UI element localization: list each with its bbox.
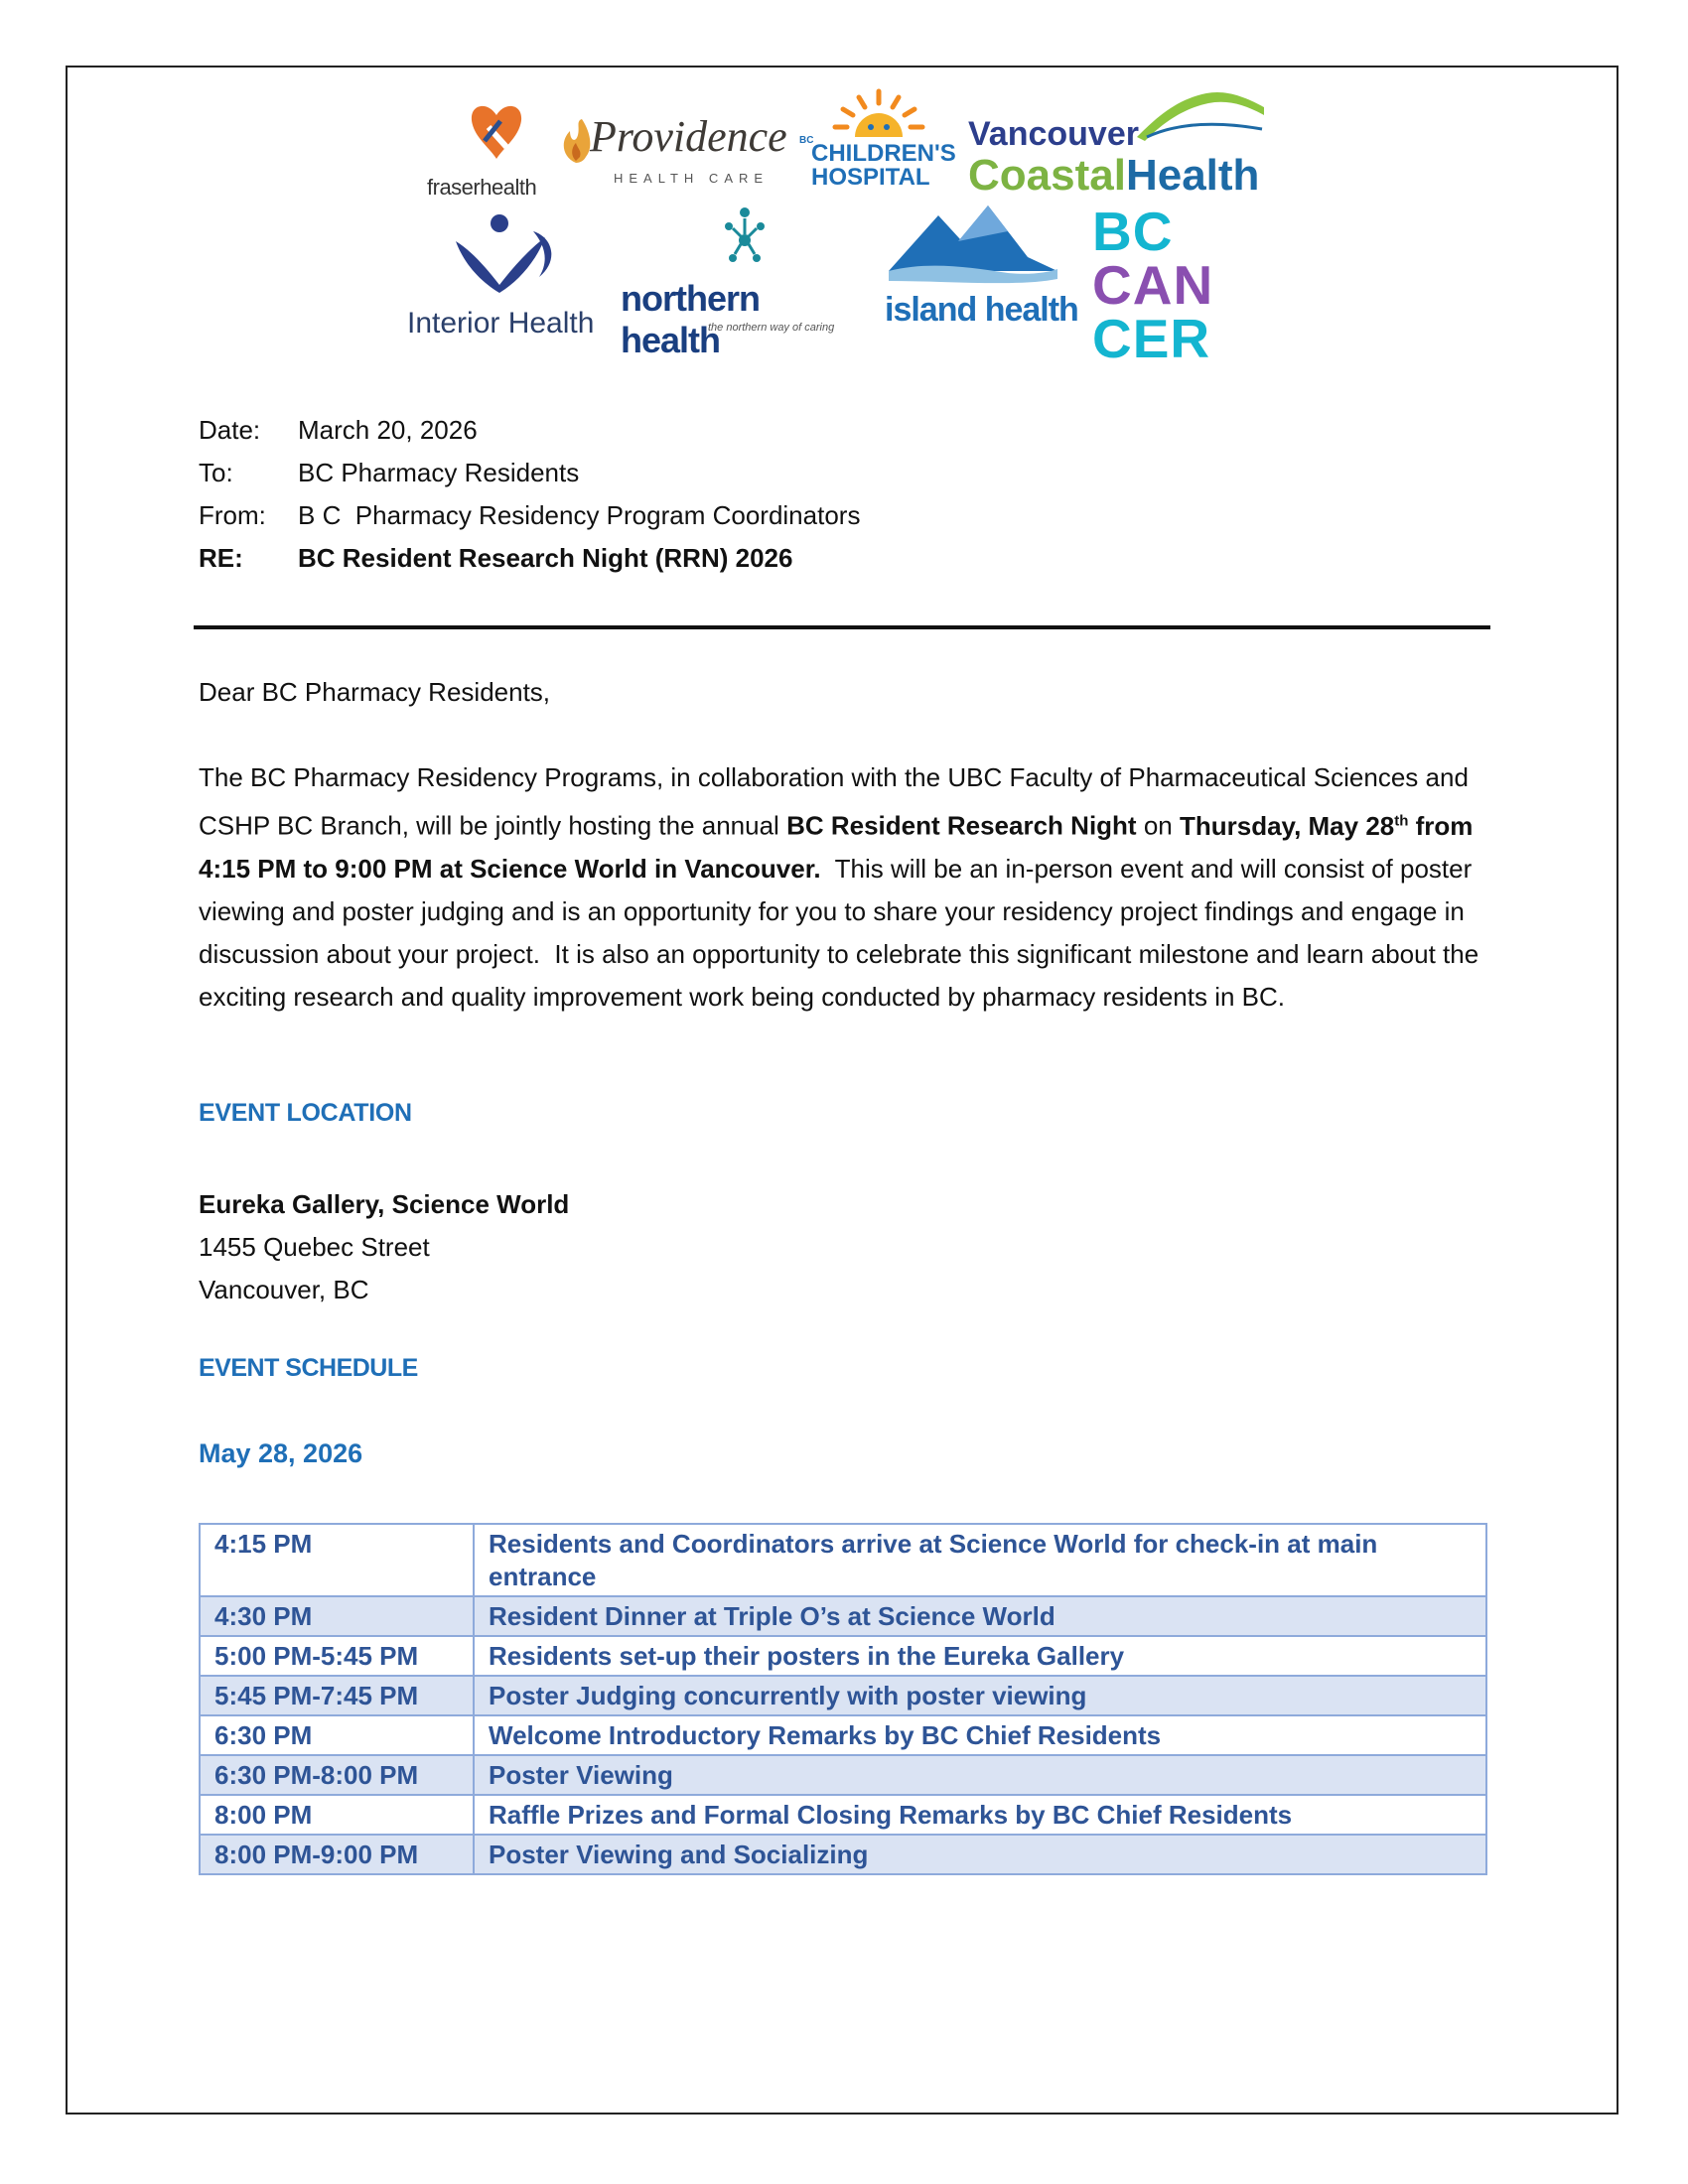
header-divider (194, 625, 1490, 629)
island-health-logo (869, 202, 1078, 341)
providence-wordmark: Providence (590, 112, 787, 161)
providence-subtitle: HEALTH CARE (614, 171, 770, 186)
sun-icon (829, 87, 928, 143)
memo-to-row (199, 452, 860, 494)
table-row (200, 1715, 1486, 1755)
schedule-time: 5:45 PM-7:45 PM (200, 1676, 474, 1715)
street-address: 1455 Quebec Street (199, 1232, 430, 1262)
vch-wordmark-line1: Vancouver (968, 115, 1139, 153)
schedule-event: Welcome Introductory Remarks by BC Chief Residents (474, 1715, 1486, 1755)
schedule-event: Raffle Prizes and Formal Closing Remarks by BC Chief Residents (474, 1795, 1486, 1835)
bc-cancer-wordmark-row3: CER (1092, 308, 1211, 369)
event-schedule-heading: EVENT SCHEDULE (199, 1354, 418, 1382)
vch-wordmark-line2: CoastalHealth (968, 151, 1260, 200)
bc-cancer-logo (1092, 201, 1231, 373)
table-row (200, 1676, 1486, 1715)
providence-logo (556, 97, 794, 197)
northern-health-logo (621, 205, 859, 360)
table-row (200, 1636, 1486, 1676)
interior-health-icon (442, 211, 561, 296)
schedule-time: 6:30 PM-8:00 PM (200, 1755, 474, 1795)
bc-cancer-wordmark-row1: BC (1092, 201, 1174, 262)
event-address (199, 1183, 569, 1311)
table-row (200, 1596, 1486, 1636)
schedule-event: Poster Viewing and Socializing (474, 1835, 1486, 1874)
bcch-prefix: BC (799, 135, 814, 146)
table-row (200, 1835, 1486, 1874)
schedule-time: 6:30 PM (200, 1715, 474, 1755)
schedule-time: 5:00 PM-5:45 PM (200, 1636, 474, 1676)
fraser-health-icon (467, 97, 526, 167)
city: Vancouver, BC (199, 1275, 369, 1304)
northern-health-tagline: the northern way of caring (708, 322, 835, 334)
intro-paragraph: The BC Pharmacy Residency Programs, in collaboration with the UBC Faculty of Pharmaceutical Sciences and CSHP BC Branch, will be jointly hosting the annual BC Resident Research Night on Thursday, May 28th from 4:15 PM to 9:00 PM at Science World in Vancouver. This will be an in-person event and will consist of poster viewing and poster judging and is an opportunity for you to share your residency project findings and engage in discussion about your project. It is also an opportunity to celebrate this significant milestone and learn about the exciting research and quality improvement work being conducted by pharmacy residents in BC. (199, 762, 1486, 1012)
table-row (200, 1524, 1486, 1596)
memo-from-value: B C Pharmacy Residency Program Coordinators (298, 500, 861, 530)
memo-from-label: From: (199, 500, 266, 530)
table-row (200, 1755, 1486, 1795)
interior-health-logo (407, 211, 616, 350)
northern-health-icon (715, 205, 774, 274)
schedule-table (199, 1523, 1487, 1875)
greeting: Dear BC Pharmacy Residents, (199, 677, 551, 707)
table-row (200, 1795, 1486, 1835)
bcch-wordmark-line2: HOSPITAL (811, 164, 930, 191)
island-mountains-icon (889, 202, 1057, 291)
memo-date-row (199, 409, 860, 452)
schedule-event: Poster Judging concurrently with poster viewing (474, 1676, 1486, 1715)
schedule-event: Resident Dinner at Triple O’s at Science World (474, 1596, 1486, 1636)
event-location-heading: EVENT LOCATION (199, 1099, 412, 1127)
memo-re-value: BC Resident Research Night (RRN) 2026 (298, 543, 793, 573)
island-health-wordmark: island health (885, 291, 1078, 329)
schedule-date: May 28, 2026 (199, 1438, 363, 1468)
bc-childrens-hospital-logo (799, 87, 956, 206)
memo-re-row (199, 537, 860, 580)
fraser-health-wordmark: fraserhealth (427, 175, 537, 200)
schedule-time: 4:15 PM (200, 1524, 474, 1596)
schedule-event: Residents set-up their posters in the Eureka Gallery (474, 1636, 1486, 1676)
vancouver-coastal-health-logo (958, 87, 1296, 206)
bcch-wordmark-line1: CHILDREN'S (811, 140, 956, 167)
mountain-icon (1137, 87, 1266, 142)
northern-health-wordmark: northern health (621, 278, 760, 360)
schedule-event: Residents and Coordinators arrive at Science World for check-in at main entrance (474, 1524, 1486, 1596)
memo-header (199, 409, 860, 580)
schedule-time: 8:00 PM (200, 1795, 474, 1835)
bc-cancer-wordmark-row2: CAN (1092, 254, 1214, 316)
memo-date-value: March 20, 2026 (298, 415, 478, 445)
schedule-time: 4:30 PM (200, 1596, 474, 1636)
memo-to-value: BC Pharmacy Residents (298, 458, 580, 487)
memo-date-label: Date: (199, 415, 261, 445)
schedule-event: Poster Viewing (474, 1755, 1486, 1795)
memo-re-label: RE: (199, 543, 243, 573)
schedule-time: 8:00 PM-9:00 PM (200, 1835, 474, 1874)
partner-logo-banner (407, 87, 1301, 375)
interior-health-wordmark: Interior Health (407, 307, 595, 340)
memo-from-row (199, 494, 860, 537)
memo-to-label: To: (199, 458, 233, 487)
venue-name: Eureka Gallery, Science World (199, 1189, 570, 1219)
fraser-health-logo (427, 97, 566, 206)
